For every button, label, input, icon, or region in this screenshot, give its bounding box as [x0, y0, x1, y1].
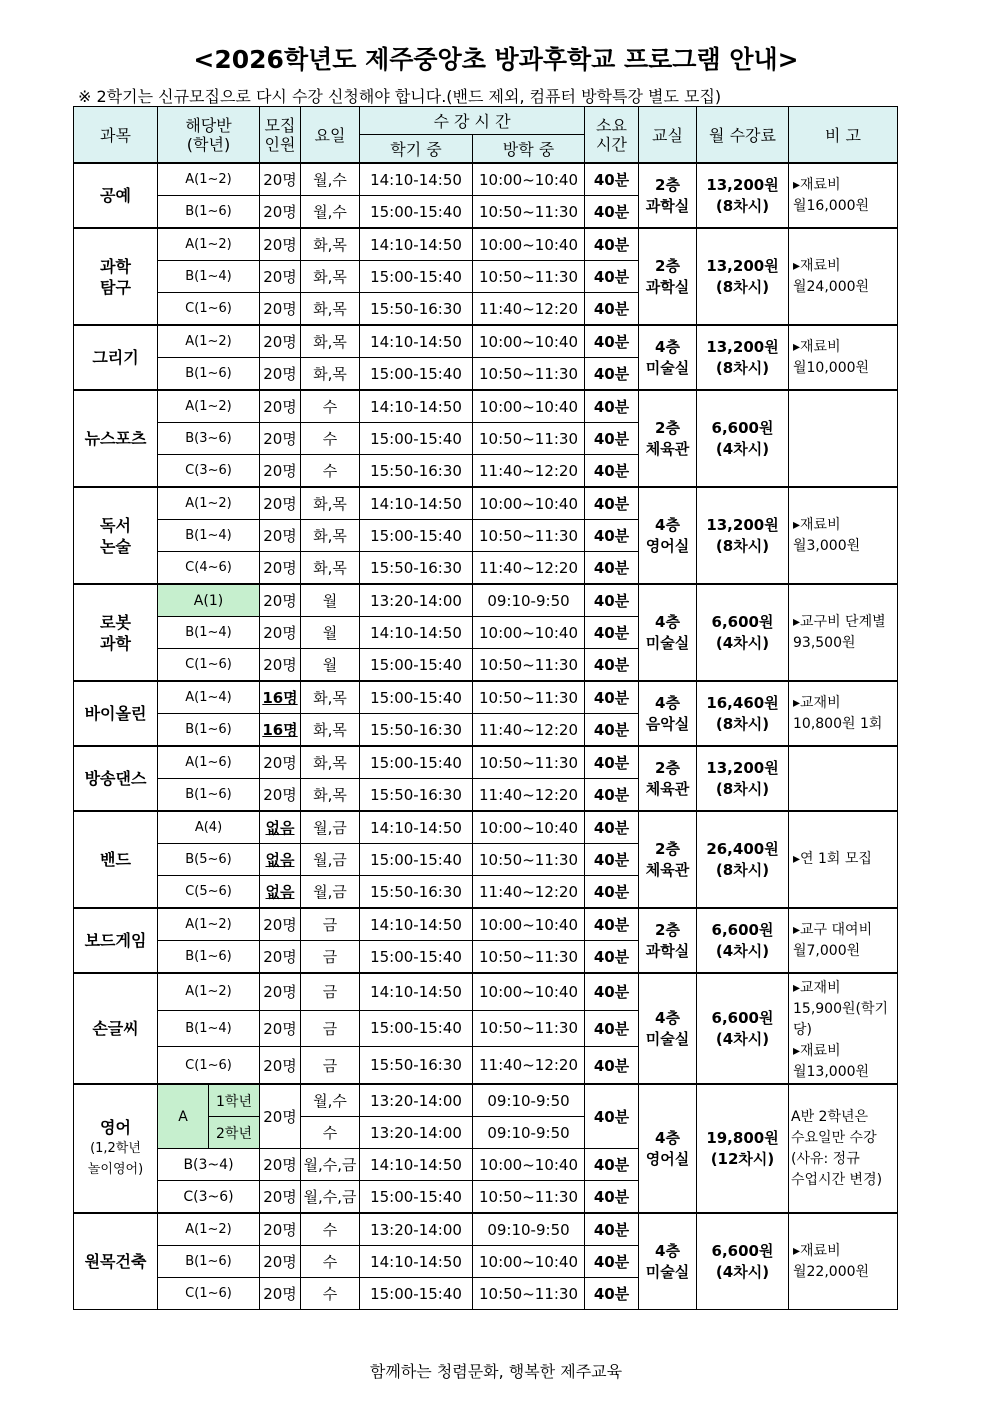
- class-cell: A(1~2): [158, 228, 260, 261]
- duration-cell: 40분: [585, 941, 639, 974]
- vacation-time-cell: 10:00~10:40: [473, 617, 585, 649]
- semester-time-cell: 13:20-14:00: [360, 1084, 473, 1117]
- note-cell: ▸재료비 월3,000원: [789, 487, 898, 584]
- capacity-cell: 없음: [260, 844, 301, 876]
- table-row: [74, 163, 898, 196]
- semester-time-cell: 15:00-15:40: [360, 941, 473, 974]
- semester-time-cell: 15:00-15:40: [360, 423, 473, 455]
- class-cell: B(1~4): [158, 617, 260, 649]
- duration-cell: 40분: [585, 973, 639, 1010]
- fee-cell: 16,460원 (8차시): [697, 681, 789, 746]
- page-title: <2026학년도 제주중앙초 방과후학교 프로그램 안내>: [193, 45, 799, 74]
- day-cell: 금: [301, 1010, 360, 1047]
- class-cell: A(1~2): [158, 487, 260, 520]
- capacity-cell: 20명: [260, 163, 301, 196]
- capacity-cell: 없음: [260, 811, 301, 844]
- table-row: [74, 228, 898, 261]
- class-cell: B(3~6): [158, 423, 260, 455]
- day-cell: 화,목: [301, 358, 360, 391]
- capacity-cell: 20명: [260, 973, 301, 1010]
- fee-cell: 19,800원 (12차시): [697, 1084, 789, 1213]
- class-cell: A(1~2): [158, 908, 260, 941]
- table-row: [74, 681, 898, 714]
- day-cell: 월,수,금: [301, 1149, 360, 1181]
- subject-cell: 독서 논술: [74, 487, 158, 584]
- capacity-cell: 20명: [260, 423, 301, 455]
- semester-time-cell: 15:50-16:30: [360, 552, 473, 585]
- capacity-cell: 16명: [260, 714, 301, 747]
- class-cell: A(1~2): [158, 163, 260, 196]
- header-duration: 소요 시간: [585, 107, 639, 164]
- vacation-time-cell: 10:00~10:40: [473, 487, 585, 520]
- capacity-cell: 20명: [260, 455, 301, 488]
- note-cell: [789, 390, 898, 487]
- fee-cell: 6,600원 (4차시): [697, 1213, 789, 1310]
- room-cell: 4층 음악실: [639, 681, 697, 746]
- capacity-cell: 20명: [260, 1010, 301, 1047]
- semester-time-cell: 15:00-15:40: [360, 681, 473, 714]
- duration-cell: 40분: [585, 649, 639, 682]
- capacity-cell: 20명: [260, 941, 301, 974]
- semester-time-cell: 15:50-16:30: [360, 1047, 473, 1084]
- subject-title: 영어: [100, 1118, 131, 1137]
- day-cell: 월,수: [301, 163, 360, 196]
- vacation-time-cell: 10:00~10:40: [473, 163, 585, 196]
- room-cell: 2층 체육관: [639, 811, 697, 908]
- duration-cell: 40분: [585, 1010, 639, 1047]
- header-time: 수 강 시 간: [360, 107, 585, 135]
- fee-cell: 13,200원 (8차시): [697, 163, 789, 228]
- vacation-time-cell: 11:40~12:20: [473, 552, 585, 585]
- duration-cell: 40분: [585, 811, 639, 844]
- header-semester: 학기 중: [360, 135, 473, 164]
- vacation-time-cell: 09:10-9:50: [473, 1084, 585, 1117]
- class-cell: B(1~6): [158, 941, 260, 974]
- vacation-time-cell: 10:00~10:40: [473, 390, 585, 423]
- day-cell: 금: [301, 941, 360, 974]
- day-cell: 월,금: [301, 844, 360, 876]
- duration-cell: 40분: [585, 584, 639, 617]
- subject-cell: 손글씨: [74, 973, 158, 1084]
- vacation-time-cell: 10:00~10:40: [473, 228, 585, 261]
- table-row: [74, 811, 898, 844]
- duration-cell: 40분: [585, 1149, 639, 1181]
- class-cell: C(3~6): [158, 455, 260, 488]
- semester-time-cell: 14:10-14:50: [360, 908, 473, 941]
- duration-cell: 40분: [585, 293, 639, 326]
- class-cell: A(1~2): [158, 1213, 260, 1246]
- subject-cell: 보드게임: [74, 908, 158, 973]
- capacity-cell: 20명: [260, 358, 301, 391]
- semester-time-cell: 15:00-15:40: [360, 261, 473, 293]
- day-cell: 화,목: [301, 325, 360, 358]
- fee-cell: 13,200원 (8차시): [697, 746, 789, 811]
- day-cell: 수: [301, 455, 360, 488]
- semester-time-cell: 15:00-15:40: [360, 1010, 473, 1047]
- subject-cell: 과학 탐구: [74, 228, 158, 325]
- fee-cell: 6,600원 (4차시): [697, 973, 789, 1084]
- day-cell: 월,수: [301, 1084, 360, 1117]
- class-cell: B(1~6): [158, 1246, 260, 1278]
- vacation-time-cell: 10:00~10:40: [473, 973, 585, 1010]
- capacity-cell: 20명: [260, 779, 301, 812]
- day-cell: 금: [301, 908, 360, 941]
- fee-cell: 13,200원 (8차시): [697, 487, 789, 584]
- class-cell: A(1~2): [158, 325, 260, 358]
- duration-cell: 40분: [585, 1084, 639, 1149]
- class-cell: C(1~6): [158, 293, 260, 326]
- subject-cell: [74, 1084, 158, 1213]
- capacity-cell: 20명: [260, 552, 301, 585]
- day-cell: 화,목: [301, 487, 360, 520]
- vacation-time-cell: 10:00~10:40: [473, 811, 585, 844]
- semester-time-cell: 15:50-16:30: [360, 876, 473, 909]
- day-cell: 화,목: [301, 552, 360, 585]
- room-cell: 2층 과학실: [639, 228, 697, 325]
- day-cell: 월,수: [301, 196, 360, 229]
- room-cell: 4층 미술실: [639, 973, 697, 1084]
- header-subject: 과목: [74, 107, 158, 164]
- day-cell: 화,목: [301, 520, 360, 552]
- capacity-cell: 20명: [260, 261, 301, 293]
- vacation-time-cell: 09:10-9:50: [473, 1213, 585, 1246]
- notice-text: ※ 2학기는 신규모집으로 다시 수강 신청해야 합니다.(밴드 제외, 컴퓨터 방학특강 별도 모집): [78, 87, 722, 106]
- day-cell: 화,목: [301, 779, 360, 812]
- duration-cell: 40분: [585, 423, 639, 455]
- capacity-cell: 20명: [260, 520, 301, 552]
- semester-time-cell: 13:20-14:00: [360, 1117, 473, 1149]
- room-cell: 4층 미술실: [639, 584, 697, 681]
- header-vacation: 방학 중: [473, 135, 585, 164]
- day-cell: 수: [301, 390, 360, 423]
- day-cell: 화,목: [301, 746, 360, 779]
- vacation-time-cell: 11:40~12:20: [473, 1047, 585, 1084]
- duration-cell: 40분: [585, 746, 639, 779]
- vacation-time-cell: 10:50~11:30: [473, 358, 585, 391]
- schedule-table: [73, 106, 898, 1310]
- semester-time-cell: 15:00-15:40: [360, 358, 473, 391]
- day-cell: 월,금: [301, 876, 360, 909]
- duration-cell: 40분: [585, 487, 639, 520]
- day-cell: 월,수,금: [301, 1181, 360, 1214]
- fee-cell: 6,600원 (4차시): [697, 908, 789, 973]
- semester-time-cell: 13:20-14:00: [360, 1213, 473, 1246]
- vacation-time-cell: 10:00~10:40: [473, 908, 585, 941]
- semester-time-cell: 15:50-16:30: [360, 455, 473, 488]
- vacation-time-cell: 10:50~11:30: [473, 1278, 585, 1310]
- vacation-time-cell: 10:50~11:30: [473, 649, 585, 682]
- subject-cell: 그리기: [74, 325, 158, 390]
- capacity-cell: 20명: [260, 196, 301, 229]
- class-cell: A(1~4): [158, 681, 260, 714]
- semester-time-cell: 14:10-14:50: [360, 487, 473, 520]
- grade-cell: 1학년: [209, 1084, 260, 1117]
- subject-cell: 바이올린: [74, 681, 158, 746]
- table-row: [74, 973, 898, 1010]
- class-cell: C(3~6): [158, 1181, 260, 1214]
- class-cell: B(1~4): [158, 261, 260, 293]
- vacation-time-cell: 11:40~12:20: [473, 714, 585, 747]
- room-cell: 2층 체육관: [639, 390, 697, 487]
- duration-cell: 40분: [585, 228, 639, 261]
- class-cell: C(5~6): [158, 876, 260, 909]
- day-cell: 수: [301, 1213, 360, 1246]
- class-cell: A: [158, 1084, 209, 1149]
- vacation-time-cell: 10:50~11:30: [473, 1181, 585, 1214]
- semester-time-cell: 14:10-14:50: [360, 325, 473, 358]
- room-cell: 4층 영어실: [639, 487, 697, 584]
- vacation-time-cell: 11:40~12:20: [473, 779, 585, 812]
- note-cell: ▸재료비 월16,000원: [789, 163, 898, 228]
- subject-cell: 공예: [74, 163, 158, 228]
- note-cell: ▸재료비 월24,000원: [789, 228, 898, 325]
- note-cell: [789, 746, 898, 811]
- header-class: 해당반 (학년): [158, 107, 260, 164]
- capacity-cell: 20명: [260, 1278, 301, 1310]
- capacity-cell: 20명: [260, 1181, 301, 1214]
- capacity-cell: 20명: [260, 228, 301, 261]
- duration-cell: 40분: [585, 552, 639, 585]
- subject-cell: 로봇 과학: [74, 584, 158, 681]
- class-cell: B(1~6): [158, 358, 260, 391]
- semester-time-cell: 15:00-15:40: [360, 1278, 473, 1310]
- vacation-time-cell: 10:50~11:30: [473, 941, 585, 974]
- capacity-cell: 20명: [260, 617, 301, 649]
- class-cell: B(1~6): [158, 714, 260, 747]
- class-cell: A(1): [158, 584, 260, 617]
- note-cell: ▸재료비 월22,000원: [789, 1213, 898, 1310]
- note-cell: ▸교구 대여비 월7,000원: [789, 908, 898, 973]
- vacation-time-cell: 11:40~12:20: [473, 876, 585, 909]
- table-row: [74, 908, 898, 941]
- day-cell: 금: [301, 973, 360, 1010]
- note-cell: ▸교재비 15,900원(학기당) ▸재료비 월13,000원: [789, 973, 898, 1084]
- capacity-cell: 20명: [260, 293, 301, 326]
- vacation-time-cell: 11:40~12:20: [473, 293, 585, 326]
- capacity-cell: 20명: [260, 487, 301, 520]
- subject-cell: 원목건축: [74, 1213, 158, 1310]
- capacity-cell: 20명: [260, 1246, 301, 1278]
- subject-subtitle: (1,2학년 놀이영어): [87, 1141, 144, 1177]
- grade-cell: 2학년: [209, 1117, 260, 1149]
- fee-cell: 13,200원 (8차시): [697, 228, 789, 325]
- semester-time-cell: 15:00-15:40: [360, 1181, 473, 1214]
- duration-cell: 40분: [585, 681, 639, 714]
- class-cell: C(1~6): [158, 649, 260, 682]
- class-cell: A(1~6): [158, 746, 260, 779]
- capacity-cell: 20명: [260, 584, 301, 617]
- duration-cell: 40분: [585, 520, 639, 552]
- day-cell: 수: [301, 1117, 360, 1149]
- day-cell: 월: [301, 617, 360, 649]
- semester-time-cell: 15:00-15:40: [360, 520, 473, 552]
- room-cell: 4층 미술실: [639, 1213, 697, 1310]
- vacation-time-cell: 10:50~11:30: [473, 261, 585, 293]
- header-note: 비 고: [789, 107, 898, 164]
- semester-time-cell: 15:00-15:40: [360, 649, 473, 682]
- note-cell: A반 2학년은 수요일만 수강 (사유: 정규 수업시간 변경): [789, 1084, 898, 1213]
- duration-cell: 40분: [585, 714, 639, 747]
- vacation-time-cell: 10:50~11:30: [473, 681, 585, 714]
- class-cell: B(1~6): [158, 196, 260, 229]
- day-cell: 화,목: [301, 714, 360, 747]
- semester-time-cell: 14:10-14:50: [360, 811, 473, 844]
- vacation-time-cell: 09:10-9:50: [473, 1117, 585, 1149]
- duration-cell: 40분: [585, 1181, 639, 1214]
- vacation-time-cell: 10:50~11:30: [473, 520, 585, 552]
- semester-time-cell: 15:50-16:30: [360, 293, 473, 326]
- class-cell: C(4~6): [158, 552, 260, 585]
- vacation-time-cell: 10:00~10:40: [473, 1246, 585, 1278]
- header-room: 교실: [639, 107, 697, 164]
- table-row: [74, 487, 898, 520]
- room-cell: 4층 영어실: [639, 1084, 697, 1213]
- vacation-time-cell: 09:10-9:50: [473, 584, 585, 617]
- day-cell: 월,금: [301, 811, 360, 844]
- class-cell: B(3~4): [158, 1149, 260, 1181]
- table-row: [74, 584, 898, 617]
- capacity-cell: 20명: [260, 1149, 301, 1181]
- day-cell: 금: [301, 1047, 360, 1084]
- class-cell: B(1~4): [158, 520, 260, 552]
- capacity-cell: 20명: [260, 649, 301, 682]
- semester-time-cell: 14:10-14:50: [360, 390, 473, 423]
- class-cell: C(1~6): [158, 1278, 260, 1310]
- vacation-time-cell: 10:50~11:30: [473, 844, 585, 876]
- day-cell: 월: [301, 649, 360, 682]
- duration-cell: 40분: [585, 455, 639, 488]
- day-cell: 화,목: [301, 681, 360, 714]
- table-row: [74, 746, 898, 779]
- room-cell: 2층 과학실: [639, 908, 697, 973]
- capacity-cell: 20명: [260, 908, 301, 941]
- semester-time-cell: 14:10-14:50: [360, 1149, 473, 1181]
- capacity-cell: 20명: [260, 1047, 301, 1084]
- duration-cell: 40분: [585, 390, 639, 423]
- duration-cell: 40분: [585, 163, 639, 196]
- semester-time-cell: 15:00-15:40: [360, 196, 473, 229]
- day-cell: 수: [301, 423, 360, 455]
- fee-cell: 6,600원 (4차시): [697, 390, 789, 487]
- duration-cell: 40분: [585, 779, 639, 812]
- class-cell: B(5~6): [158, 844, 260, 876]
- semester-time-cell: 15:50-16:30: [360, 714, 473, 747]
- duration-cell: 40분: [585, 617, 639, 649]
- footer-slogan: 함께하는 청렴문화, 행복한 제주교육: [369, 1362, 623, 1381]
- table-row: [74, 390, 898, 423]
- capacity-cell: 20명: [260, 325, 301, 358]
- semester-time-cell: 14:10-14:50: [360, 163, 473, 196]
- header-fee: 월 수강료: [697, 107, 789, 164]
- semester-time-cell: 13:20-14:00: [360, 584, 473, 617]
- class-cell: A(1~2): [158, 973, 260, 1010]
- duration-cell: 40분: [585, 1047, 639, 1084]
- subject-cell: 방송댄스: [74, 746, 158, 811]
- class-cell: A(4): [158, 811, 260, 844]
- fee-cell: 13,200원 (8차시): [697, 325, 789, 390]
- capacity-cell: 16명: [260, 681, 301, 714]
- table-row: [74, 1213, 898, 1246]
- capacity-cell: 20명: [260, 390, 301, 423]
- duration-cell: 40분: [585, 358, 639, 391]
- note-cell: ▸교구비 단계별 93,500원: [789, 584, 898, 681]
- capacity-cell: 20명: [260, 1084, 301, 1149]
- semester-time-cell: 15:00-15:40: [360, 746, 473, 779]
- room-cell: 4층 미술실: [639, 325, 697, 390]
- header-capacity: 모집 인원: [260, 107, 301, 164]
- subject-cell: 뉴스포츠: [74, 390, 158, 487]
- duration-cell: 40분: [585, 325, 639, 358]
- subject-cell: 밴드: [74, 811, 158, 908]
- duration-cell: 40분: [585, 876, 639, 909]
- fee-cell: 6,600원 (4차시): [697, 584, 789, 681]
- day-cell: 수: [301, 1246, 360, 1278]
- vacation-time-cell: 10:00~10:40: [473, 325, 585, 358]
- day-cell: 화,목: [301, 228, 360, 261]
- semester-time-cell: 14:10-14:50: [360, 1246, 473, 1278]
- header-day: 요일: [301, 107, 360, 164]
- day-cell: 월: [301, 584, 360, 617]
- class-cell: B(1~4): [158, 1010, 260, 1047]
- capacity-cell: 20명: [260, 1213, 301, 1246]
- class-cell: A(1~2): [158, 390, 260, 423]
- semester-time-cell: 14:10-14:50: [360, 973, 473, 1010]
- class-cell: B(1~6): [158, 779, 260, 812]
- table-row: [74, 325, 898, 358]
- vacation-time-cell: 10:50~11:30: [473, 196, 585, 229]
- duration-cell: 40분: [585, 261, 639, 293]
- note-cell: ▸교재비 10,800원 1회: [789, 681, 898, 746]
- day-cell: 화,목: [301, 293, 360, 326]
- duration-cell: 40분: [585, 1213, 639, 1246]
- vacation-time-cell: 10:00~10:40: [473, 1149, 585, 1181]
- fee-cell: 26,400원 (8차시): [697, 811, 789, 908]
- day-cell: 화,목: [301, 261, 360, 293]
- room-cell: 2층 과학실: [639, 163, 697, 228]
- capacity-cell: 20명: [260, 746, 301, 779]
- capacity-cell: 없음: [260, 876, 301, 909]
- duration-cell: 40분: [585, 196, 639, 229]
- day-cell: 수: [301, 1278, 360, 1310]
- vacation-time-cell: 10:50~11:30: [473, 746, 585, 779]
- vacation-time-cell: 10:50~11:30: [473, 1010, 585, 1047]
- room-cell: 2층 체육관: [639, 746, 697, 811]
- semester-time-cell: 14:10-14:50: [360, 228, 473, 261]
- class-cell: C(1~6): [158, 1047, 260, 1084]
- duration-cell: 40분: [585, 908, 639, 941]
- duration-cell: 40분: [585, 1246, 639, 1278]
- duration-cell: 40분: [585, 844, 639, 876]
- semester-time-cell: 15:00-15:40: [360, 844, 473, 876]
- table-row: [74, 1084, 898, 1117]
- semester-time-cell: 14:10-14:50: [360, 617, 473, 649]
- duration-cell: 40분: [585, 1278, 639, 1310]
- note-cell: ▸연 1회 모집: [789, 811, 898, 908]
- note-cell: ▸재료비 월10,000원: [789, 325, 898, 390]
- vacation-time-cell: 11:40~12:20: [473, 455, 585, 488]
- vacation-time-cell: 10:50~11:30: [473, 423, 585, 455]
- semester-time-cell: 15:50-16:30: [360, 779, 473, 812]
